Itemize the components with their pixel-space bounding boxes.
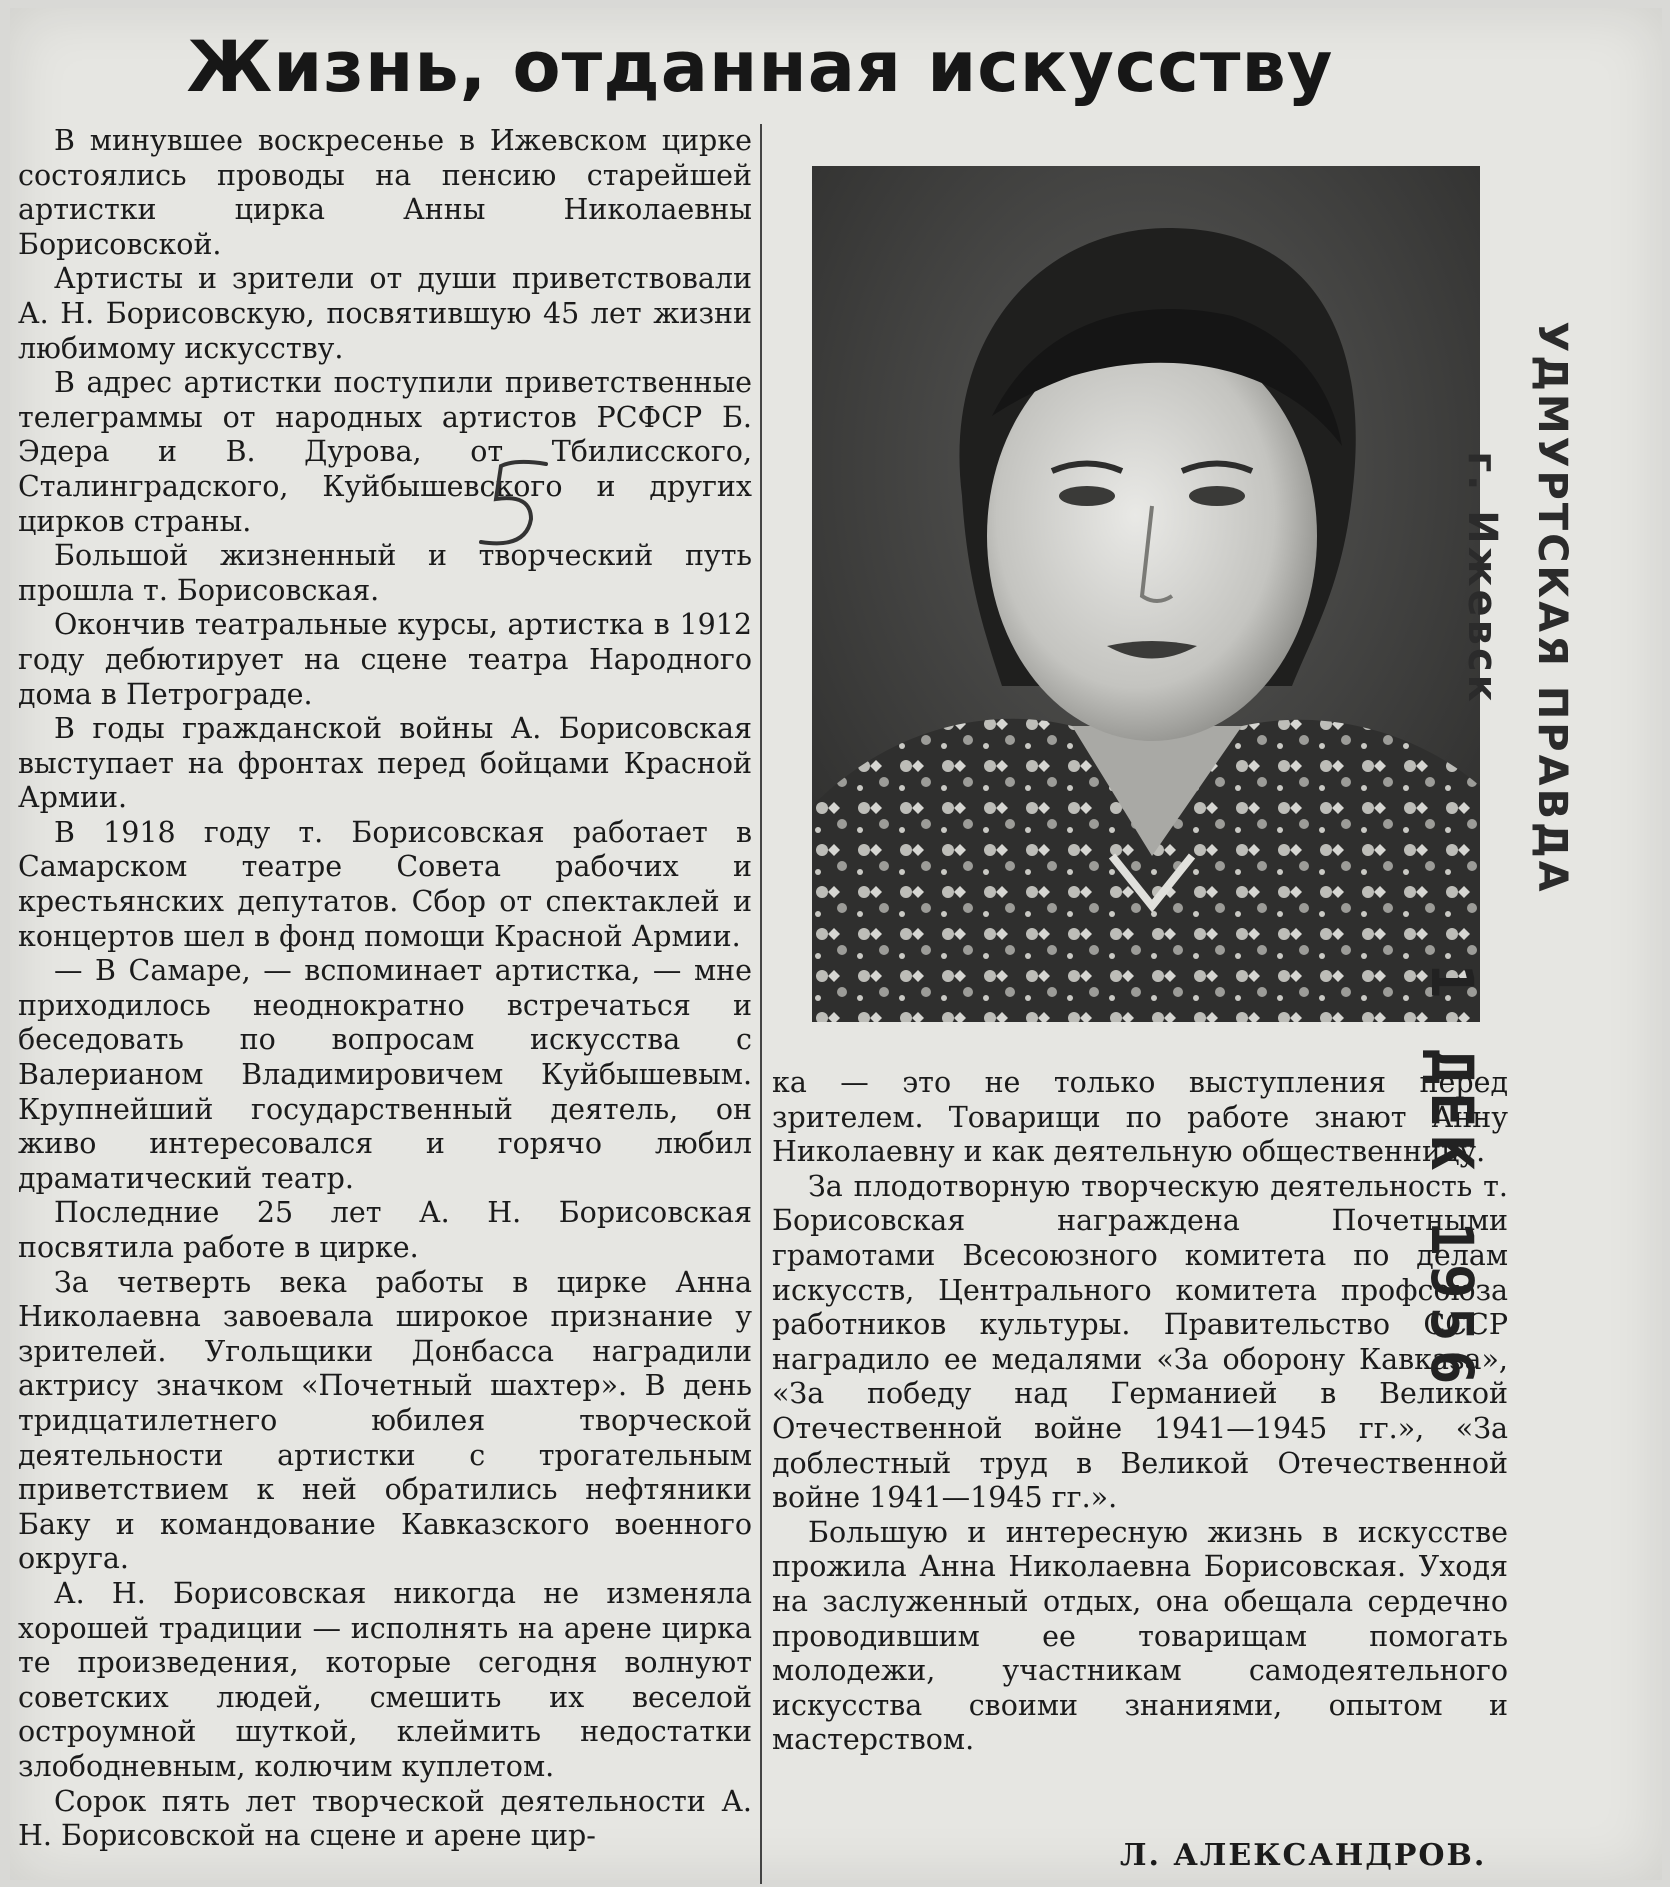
paragraph: Окончив театральные курсы, артистка в 1912 году дебютирует на сцене театра Народного дома в Петрограде. <box>18 608 752 711</box>
date-stamp-text: 1 ДЕК 1956 <box>1418 963 1486 1393</box>
paragraph: В минувшее воскресенье в Ижевском цирке состоялись проводы на пенсию старейшей артистки цирка Анны Николаевны Борисовской. <box>18 124 752 261</box>
article-headline: Жизнь, отданная искусству <box>186 26 1334 108</box>
author-signature: Л. АЛЕКСАНДРОВ. <box>1120 1838 1487 1873</box>
source-stamp-city: г. Ижевск <box>1459 451 1505 705</box>
paragraph: В годы гражданской войны А. Борисовская выступает на фронтах перед бойцами Красной Армии. <box>18 712 752 815</box>
paragraph: — В Самаре, — вспоминает артистка, — мне приходилось неоднократно встречаться и беседовать по вопросам искусства с Валерианом Владимировичем Куйбышевым. Крупнейший государственный деятель, он живо интересовался и горячо любил драматический театр. <box>18 954 752 1195</box>
paragraph: В адрес артистки поступили приветственные телеграммы от народных артистов РСФСР Б. Эдера и В. Дурова, от Тбилисского, Сталинградского, Куйбышевского и других цирков страны. <box>18 366 752 538</box>
source-stamp <box>1459 321 1575 895</box>
paragraph-continuation: ка — это не только выступления перед зрителем. Товарищи по работе знают Анну Николаевну и как деятельную общественницу. <box>772 1066 1508 1169</box>
article-column-right <box>772 1066 1508 1758</box>
paragraph: Большой жизненный и творческий путь прошла т. Борисовская. <box>18 539 752 607</box>
portrait-image <box>812 166 1480 1022</box>
source-stamp-newspaper: УДМУРТСКАЯ ПРАВДА <box>1529 321 1575 895</box>
handwritten-mark <box>476 454 566 554</box>
date-stamp <box>1418 963 1486 1393</box>
paragraph: Артисты и зрители от души приветствовали А. Н. Борисовскую, посвятившую 45 лет жизни любимому искусству. <box>18 262 752 365</box>
column-divider <box>760 124 762 1884</box>
newspaper-clipping <box>10 8 1662 1880</box>
paragraph: За плодотворную творческую деятельность т. Борисовская награждена Почетными грамотами Всесоюзного комитета по делам искусств, Центрального комитета профсоюза работников культуры. Правительство СССР наградило ее медалями «За оборону Кавказа», «За победу над Германией в Великой Отечественной войне 1941—1945 гг.», «За доблестный труд в Великой Отечественной войне 1941—1945 гг.». <box>772 1169 1508 1515</box>
portrait-photo <box>812 166 1480 1022</box>
paragraph: А. Н. Борисовская никогда не изменяла хорошей традиции — исполнять на арене цирка те произведения, которые сегодня волнуют советских людей, смешить их веселой остроумной шуткой, клеймить недостатки злободневным, колючим куплетом. <box>18 1576 752 1783</box>
paragraph: За четверть века работы в цирке Анна Николаевна завоевала широкое признание у зрителей. Угольщики Донбасса наградили актрису значком «Почетный шахтер». В день тридцатилетнего юбилея творческой деятельности артистки с трогательным приветствием к ней обратились нефтяники Баку и командование Кавказского военного округа. <box>18 1265 752 1576</box>
paragraph: Сорок пять лет творческой деятельности А. Н. Борисовской на сцене и арене цир- <box>18 1784 752 1853</box>
paragraph: В 1918 году т. Борисовская работает в Самарском театре Совета рабочих и крестьянских депутатов. Сбор от спектаклей и концертов шел в фонд помощи Красной Армии. <box>18 815 752 953</box>
paragraph: Последние 25 лет А. Н. Борисовская посвятила работе в цирке. <box>18 1196 752 1264</box>
paragraph: Большую и интересную жизнь в искусстве прожила Анна Николаевна Борисовская. Уходя на заслуженный отдых, она обещала сердечно проводившим ее товарищам помогать молодежи, участникам самодеятельного искусства своими знаниями, опытом и мастерством. <box>772 1515 1508 1757</box>
article-column-left <box>18 124 752 1854</box>
